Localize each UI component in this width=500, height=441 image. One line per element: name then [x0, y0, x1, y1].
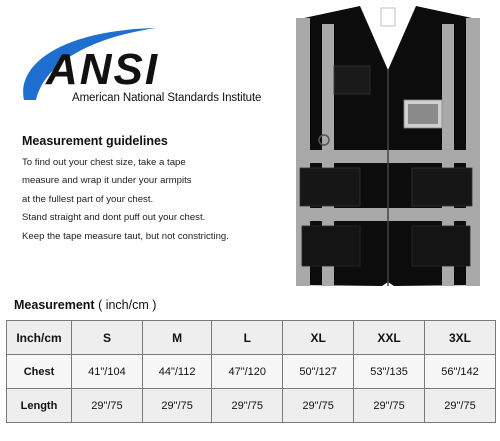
- guidelines-text: [22, 154, 229, 246]
- hem-pocket-right: [412, 226, 470, 266]
- logo-subtitle: American National Standards Institute: [72, 92, 262, 104]
- table-cell: 47"/120: [212, 355, 283, 389]
- guideline-line: at the fullest part of your chest.: [22, 193, 154, 205]
- table-cell: 50"/127: [283, 355, 354, 389]
- chest-pocket: [334, 66, 370, 94]
- table-header-cell: S: [72, 321, 143, 355]
- table-cell: Length: [7, 389, 72, 423]
- table-cell: 29"/75: [354, 389, 425, 423]
- measurement-units: ( inch/cm ): [94, 298, 157, 312]
- hem-pocket-left: [302, 226, 360, 266]
- table-cell: 29"/75: [212, 389, 283, 423]
- lower-pocket-left: [300, 168, 360, 206]
- table-header-cell: Inch/cm: [7, 321, 72, 355]
- table-row: [7, 389, 496, 423]
- table-cell: 53"/135: [354, 355, 425, 389]
- guideline-line: Stand straight and dont puff out your chest.: [22, 212, 206, 224]
- table-header-row: [7, 321, 496, 355]
- table-header-cell: 3XL: [425, 321, 496, 355]
- guideline-line: measure and wrap it under your armpits: [22, 175, 192, 187]
- table-header-cell: XL: [283, 321, 354, 355]
- vest-tag: [381, 8, 395, 26]
- table-cell: Chest: [7, 355, 72, 389]
- measurement-title: [14, 298, 156, 312]
- guideline-line: Keep the tape measure taut, but not constricting.: [22, 230, 229, 242]
- id-badge-card: [408, 104, 438, 124]
- safety-vest-image: [282, 0, 494, 288]
- table-cell: 41"/104: [72, 355, 143, 389]
- table-cell: 44"/112: [142, 355, 211, 389]
- table-row: [7, 355, 496, 389]
- table-cell: 29"/75: [425, 389, 496, 423]
- table-cell: 56"/142: [425, 355, 496, 389]
- table-header-cell: XXL: [354, 321, 425, 355]
- table-cell: 29"/75: [72, 389, 143, 423]
- guideline-line: To find out your chest size, take a tape: [22, 157, 186, 168]
- table-header-cell: M: [142, 321, 211, 355]
- lower-pocket-right: [412, 168, 472, 206]
- table-cell: 29"/75: [283, 389, 354, 423]
- guidelines-title: Measurement guidelines: [22, 134, 168, 148]
- table-cell: 29"/75: [142, 389, 211, 423]
- measurement-label: Measurement: [14, 298, 95, 312]
- size-chart-table: [6, 320, 496, 423]
- ansi-logo: [6, 22, 296, 122]
- table-header-cell: L: [212, 321, 283, 355]
- logo-wordmark: ANSI: [46, 45, 160, 94]
